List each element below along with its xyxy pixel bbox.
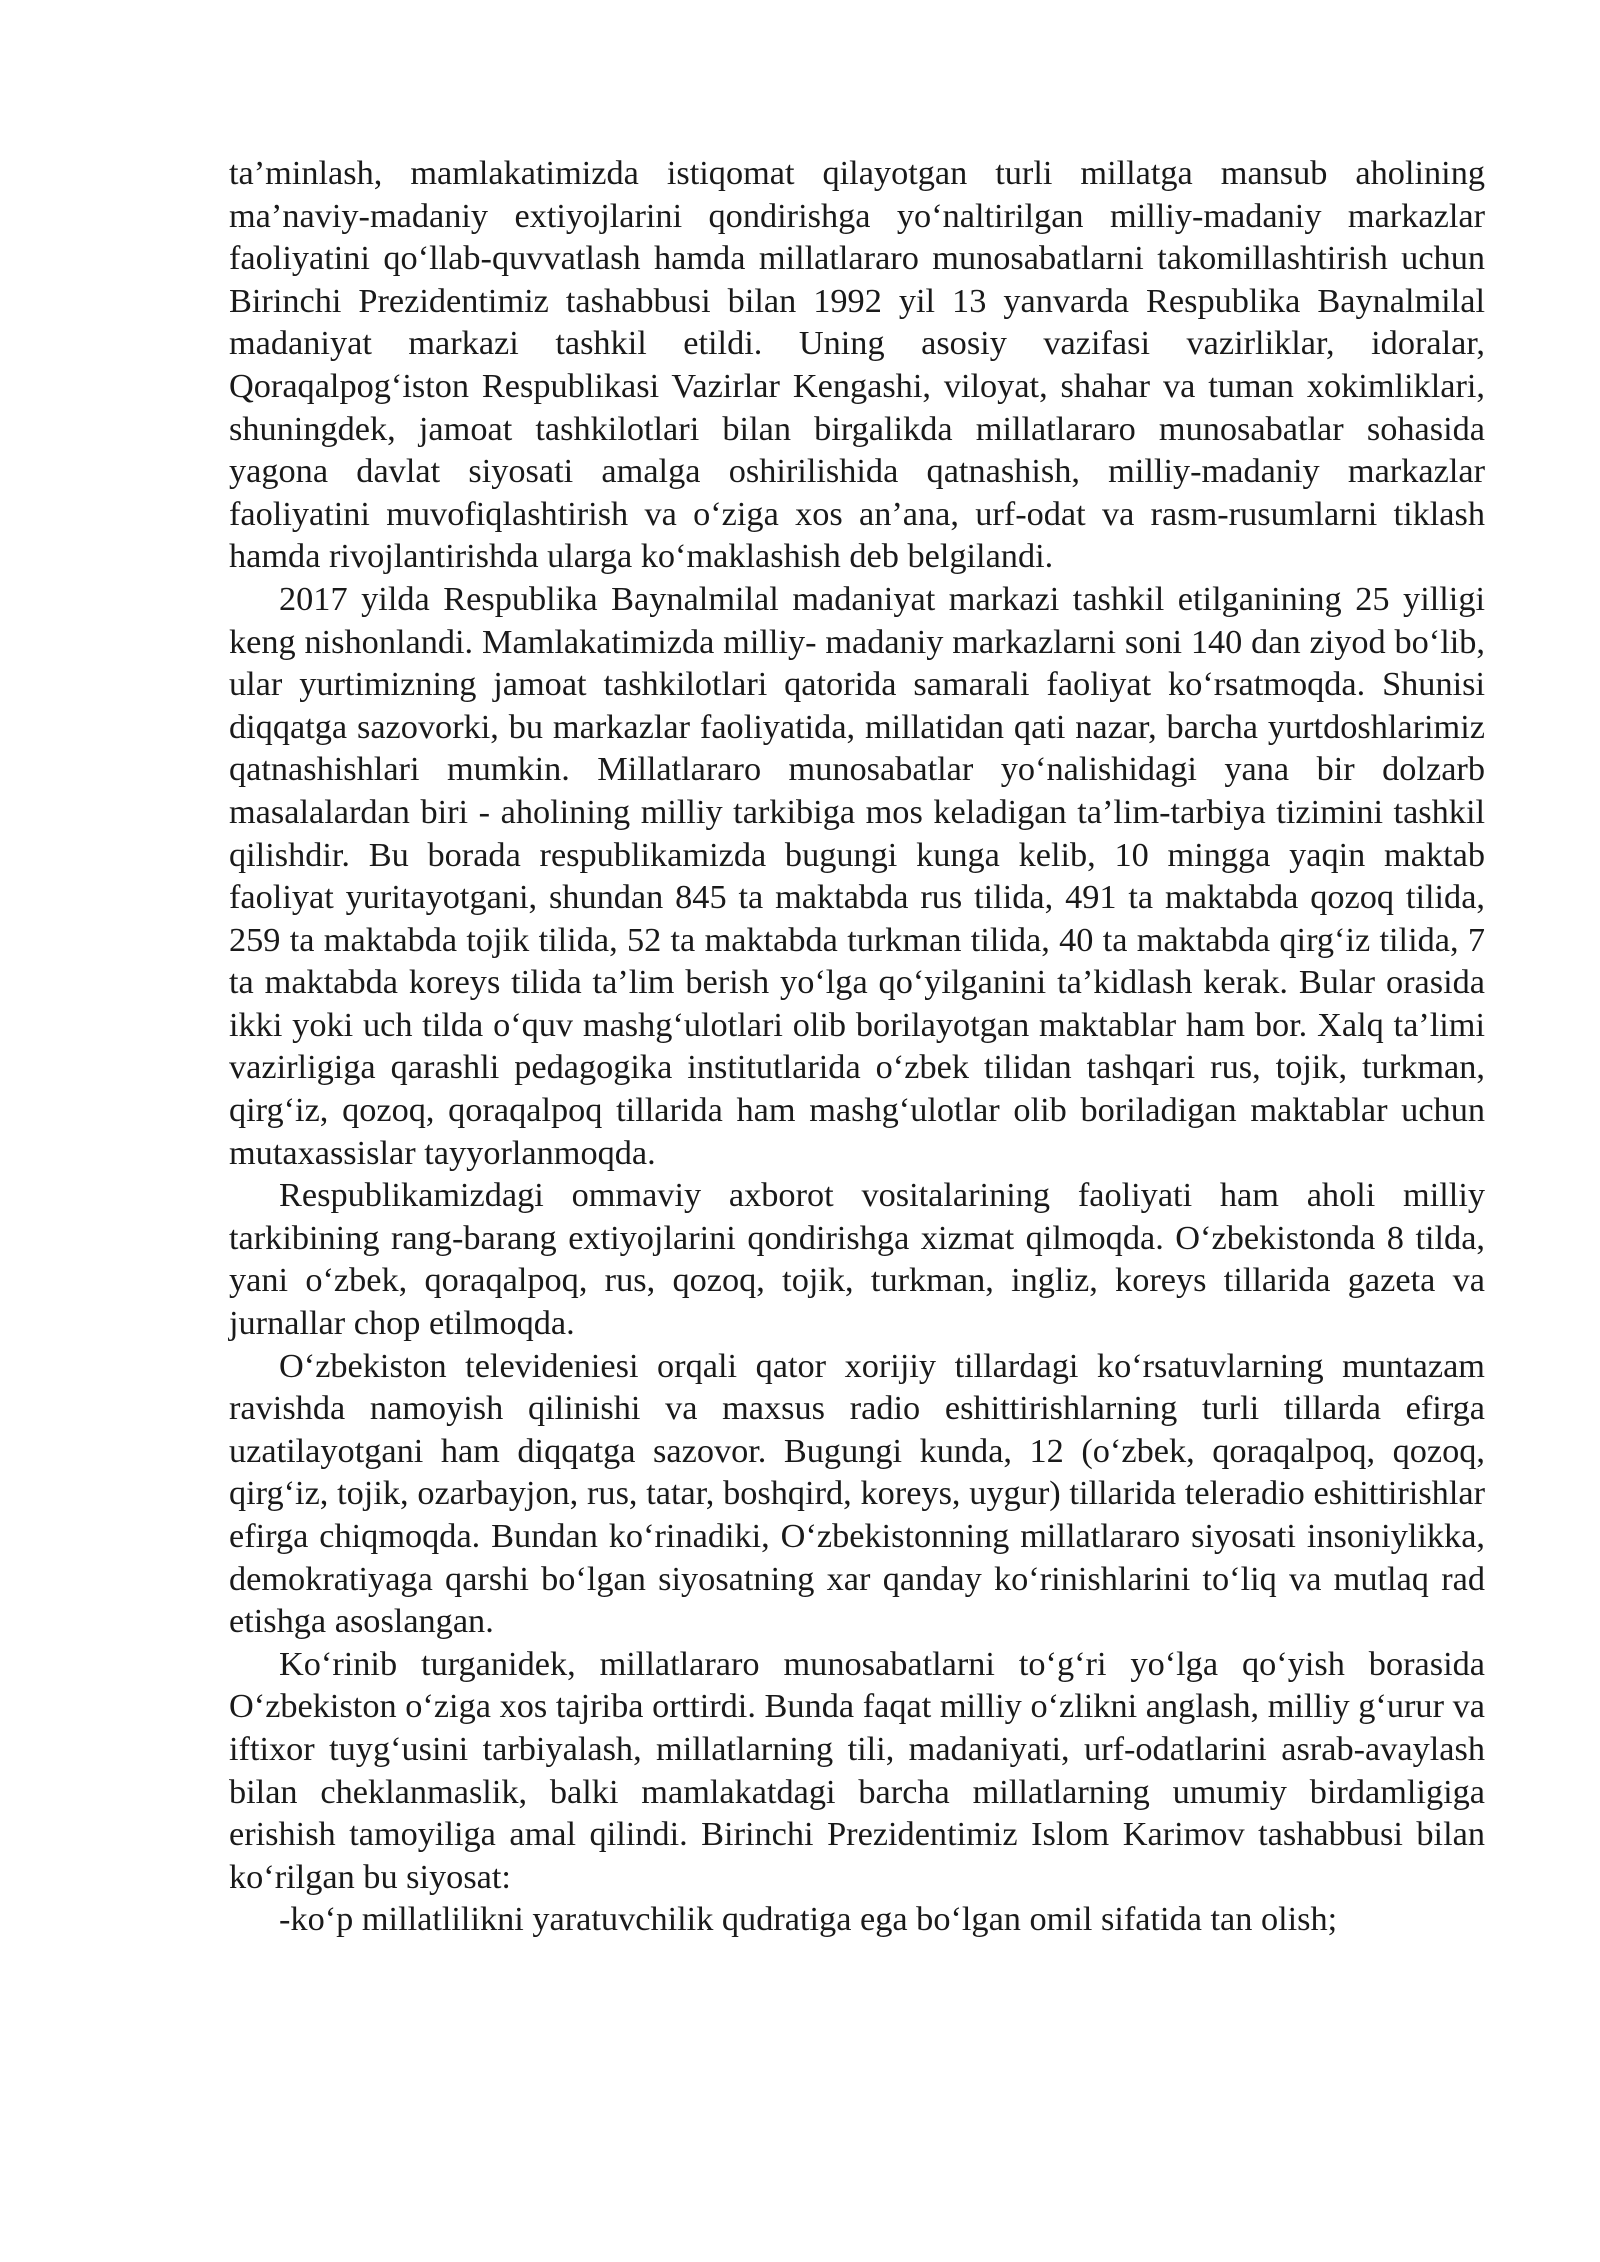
paragraph-3: Respublikamizdagi ommaviy axborot vositalarining faoliyati ham aholi milliy tarkibining rang-barang extiyojlarini qondirishga xizmat qilmoqda. O‘zbekistonda 8 tilda, yani o‘zbek, qoraqalpoq, rus, qozoq, tojik, turkman, ingliz, koreys tillarida gazeta va jurnallar chop etilmoqda. [229, 1176, 1485, 1343]
body-text [229, 152, 1485, 1941]
paragraph-5: Ko‘rinib turganidek, millatlararo munosabatlarni to‘g‘ri yo‘lga qo‘yish borasida O‘zbekiston o‘ziga xos tajriba orttirdi. Bunda faqat milliy o‘zlikni anglash, milliy g‘urur va iftixor tuyg‘usini tarbiyalash, millatlarning tili, madaniyati, urf-odatlarini asrab-avaylash bilan cheklanmaslik, balki mamlakatdagi barcha millatlarning umumiy birdamligiga erishish tamoyiliga amal qilindi. Birinchi Prezidentimiz Islom Karimov tashabbusi bilan ko‘rilgan bu siyosat: [229, 1644, 1485, 1896]
paragraph-2: 2017 yilda Respublika Baynalmilal madaniyat markazi tashkil etilganining 25 yilligi keng nishonlandi. Mamlakatimizda milliy- madaniy markazlarni soni 140 dan ziyod bo‘lib, ular yurtimizning jamoat tashkilotlari qatorida samarali faoliyat ko‘rsatmoqda. Shunisi diqqatga sazovorki, bu markazlar faoliyatida, millatidan qati nazar, barcha yurtdoshlarimiz qatnashishlari mumkin. Millatlararo munosabatlar yo‘nalishidagi yana bir dolzarb masalalardan biri - aholining milliy tarkibiga mos keladigan ta’lim-tarbiya tizimini tashkil qilishdir. Bu borada respublikamizda bugungi kunga kelib, 10 mingga yaqin maktab faoliyat yuritayotgani, shundan 845 ta maktabda rus tilida, 491 ta maktabda qozoq tilida, 259 ta maktabda tojik tilida, 52 ta maktabda turkman tilida, 40 ta maktabda qirg‘iz tilida, 7 ta maktabda koreys tilida ta’lim berish yo‘lga qo‘yilganini ta’kidlash kerak. Bular orasida ikki yoki uch tilda o‘quv mashg‘ulotlari olib borilayotgan maktablar ham bor. Xalq ta’limi vazirligiga qarashli pedagogika institutlarida o‘zbek tilidan tashqari rus, tojik, turkman, qirg‘iz, qozoq, qoraqalpoq tillarida ham mashg‘ulotlar olib boriladigan maktablar uchun mutaxassislar tayyorlanmoqda. [229, 579, 1485, 1172]
paragraph-4: O‘zbekiston televideniesi orqali qator xorijiy tillardagi ko‘rsatuvlarning muntazam ravishda namoyish qilinishi va maxsus radio eshittirishlarning turli tillarda efirga uzatilayotgani ham diqqatga sazovor. Bugungi kunda, 12 (o‘zbek, qoraqalpoq, qozoq, qirg‘iz, tojik, ozarbayjon, rus, tatar, boshqird, koreys, uygur) tillarida teleradio eshittirishlar efirga chiqmoqda. Bundan ko‘rinadiki, O‘zbekistonning millatlararo siyosati insoniylikka, demokratiyaga qarshi bo‘lgan siyosatning xar qanday ko‘rinishlarini to‘liq va mutlaq rad etishga asoslangan. [229, 1346, 1485, 1641]
paragraph-1: ta’minlash, mamlakatimizda istiqomat qilayotgan turli millatga mansub aholining ma’naviy-madaniy extiyojlarini qondirishga yo‘naltirilgan milliy-madaniy markazlar faoliyatini qo‘llab-quvvatlash hamda millatlararo munosabatlarni takomillashtirish uchun Birinchi Prezidentimiz tashabbusi bilan 1992 yil 13 yanvarda Respublika Baynalmilal madaniyat markazi tashkil etildi. Uning asosiy vazifasi vazirliklar, idoralar, Qoraqalpog‘iston Respublikasi Vazirlar Kengashi, viloyat, shahar va tuman xokimliklari, shuningdek, jamoat tashkilotlari bilan birgalikda millatlararo munosabatlar sohasida yagona davlat siyosati amalga oshirilishida qatnashish, milliy-madaniy markazlar faoliyatini muvofiqlashtirish va o‘ziga xos an’ana, urf-odat va rasm-rusumlarni tiklash hamda rivojlantirishda ularga ko‘maklashish deb belgilandi. [229, 154, 1485, 576]
paragraph-6: -ko‘p millatlilikni yaratuvchilik qudratiga ega bo‘lgan omil sifatida tan olish; [279, 1900, 1338, 1939]
